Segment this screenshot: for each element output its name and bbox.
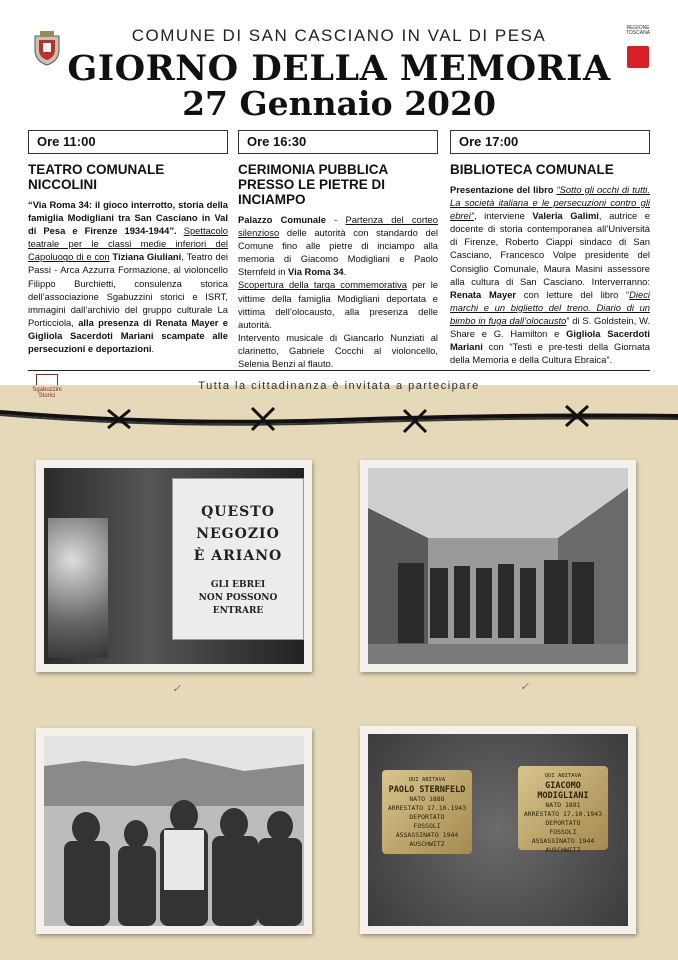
stone-text: ASSASSINATO 1944 [395,831,459,839]
photo-stolpersteine [360,726,636,934]
sign-line: QUESTO [201,504,275,520]
stone-text: DEPORTATO [409,813,445,821]
sgabuzzini-label: Sgabuzzini Storici [32,387,62,399]
region-label: REGIONE TOSCANA [625,25,651,36]
text-segment: ” di S. Goldstein, W. Share e G. Hamilton e [450,314,650,340]
text-segment: Presentazione del libro [450,184,554,195]
text-segment: per le vittime della famiglia Modigliani deportata e vittima dell’olocausto, alla presenza delle autorità. [238,279,439,330]
text-segment: Valeria Galimi [532,210,599,222]
text-segment: Via Roma 34 [288,266,344,278]
stolperstein [518,766,608,854]
event-venue: CERIMONIA PUBBLICA PRESSO LE PIETRE DI INCIAMPO [238,162,388,207]
invitation-text: Tutta la cittadinanza è invitata a partecipare [198,380,480,392]
sign-line: NON POSSONO ENTRARE [198,593,278,616]
event-description [450,183,650,366]
stone-text: ARRESTATO 17.10.1943 [387,804,467,812]
page-title: GIORNO DELLA MEMORIA [67,48,611,89]
barbed-wire-icon [0,390,678,450]
event-venue: BIBLIOTECA COMUNALE [450,162,614,177]
shop-sign [172,478,304,640]
event-column-3 [450,130,650,366]
pencil-mark: ✓ [520,680,530,693]
header-area [0,0,678,385]
text-segment: “Via Roma 34: il gioco interrotto, storia della famiglia Modigliani tra San Casciano in Val di Pesa e Firenze 1934-1944”. [28,199,228,237]
text-segment: Gigliola Sacerdoti Mariani [450,328,650,353]
sign-line: NEGOZIO [196,526,280,542]
stone-text: FOSSOLI [413,822,441,830]
text-segment: con letture del libro “ [516,288,630,300]
text-segment: , interviene [473,210,525,222]
photo-figure [48,518,108,658]
event-time: Ore 16:30 [238,130,438,154]
event-column-1 [28,130,228,355]
sign-line: È ARIANO [193,548,283,564]
event-date: 27 Gennaio 2020 [182,84,496,123]
stone-text: NATO 1891 [545,801,581,809]
stolperstein [382,770,472,854]
divider [28,370,650,371]
photo-frame [368,468,628,664]
event-time: Ore 17:00 [450,130,650,154]
text-segment: Partenza del corteo silenzioso [238,214,438,239]
photo-frame [44,736,304,926]
text-segment: alla presenza di Renata Mayer e Gigliola Sacerdoti Mariani scampate alle persecuzioni e deportazioni [28,316,228,355]
stone-text: NATO 1888 [409,795,445,803]
pencil-mark: ✓ [172,682,182,695]
stone-text: AUSCHWITZ [545,846,581,854]
photo-frame [44,468,304,664]
text-segment: delle autorità con standardo del Comune fino alle pietre di inciampo alla memoria di Giacomo Modigliani e Paolo Sternfeld in [238,227,438,278]
text-segment: , Teatro dei Passi - Arca Azzurra Formazione, al violoncello Filippo Burchietti, consulenza storica dell’associazione Sgabuzzini storici e ISRT, immagini dall’archivio del gruppo culturale La Porticciola, [28,251,228,328]
event-venue: TEATRO COMUNALE NICCOLINI [28,162,165,192]
event-time: Ore 11:00 [28,130,228,154]
text-segment: Dieci marchi e un biglietto del treno. Diario di un bimbo in fuga dall’olocausto [450,288,650,326]
text-segment: . [343,266,347,278]
text-segment: - [325,214,346,225]
text-segment: . [151,343,155,355]
text-segment: Tiziana Giuliani [112,251,182,263]
text-segment: Palazzo Comunale [238,214,326,225]
stone-text: FOSSOLI [549,828,577,836]
crowd-photo-icon [368,468,628,664]
event-description [28,198,228,355]
stone-text: ASSASSINATO 1944 [531,837,595,845]
stone-text: QUI ABITAVA [544,773,582,779]
text-segment: “Sotto gli occhi di tutti. La società italiana e le persecuzioni contro gli ebrei” [450,184,650,222]
stone-text: ARRESTATO 17.10.1943 [523,810,603,818]
stone-text: AUSCHWITZ [409,840,445,848]
photo-family [36,728,312,934]
photo-shop-sign [36,460,312,672]
family-photo-icon [44,736,304,926]
stone-text: QUI ABITAVA [408,777,446,783]
event-description [238,213,438,370]
stone-name: PAOLO STERNFELD [388,785,466,795]
photo-deportation [360,460,636,672]
text-segment: Spettacolo teatrale per le classi medie inferiori del Capoluogo di e con [28,225,228,263]
comune-name: COMUNE DI SAN CASCIANO IN VAL DI PESA [131,26,547,45]
text-segment: , autrice e docente di storia contemporanea all’Università di Firenze, Roberto Ciappi sindaco di San Casciano, Francesco Volpe presidente del Consiglio Comunale, Maura Masini assessore alla cultura di San Casciano. Interverranno: [450,210,651,287]
photo-frame [368,734,628,926]
stone-text: DEPORTATO [545,819,581,827]
text-segment: Renata Mayer [450,288,517,300]
text-segment: Intervento musicale di Giancarlo Nunziati al clarinetto, Gabriele Cocchi al violoncello, Selenia Benzi al flauto. [238,331,438,370]
event-column-2 [238,130,438,370]
text-segment: con “Testi e pre-testi della Giornata della Memoria e della Cultura Ebraica”. [450,341,650,366]
sign-line: GLI EBREI [210,580,266,590]
text-segment: Scopertura della targa commemorativa [238,279,407,291]
stone-name: GIACOMO MODIGLIANI [537,781,589,801]
